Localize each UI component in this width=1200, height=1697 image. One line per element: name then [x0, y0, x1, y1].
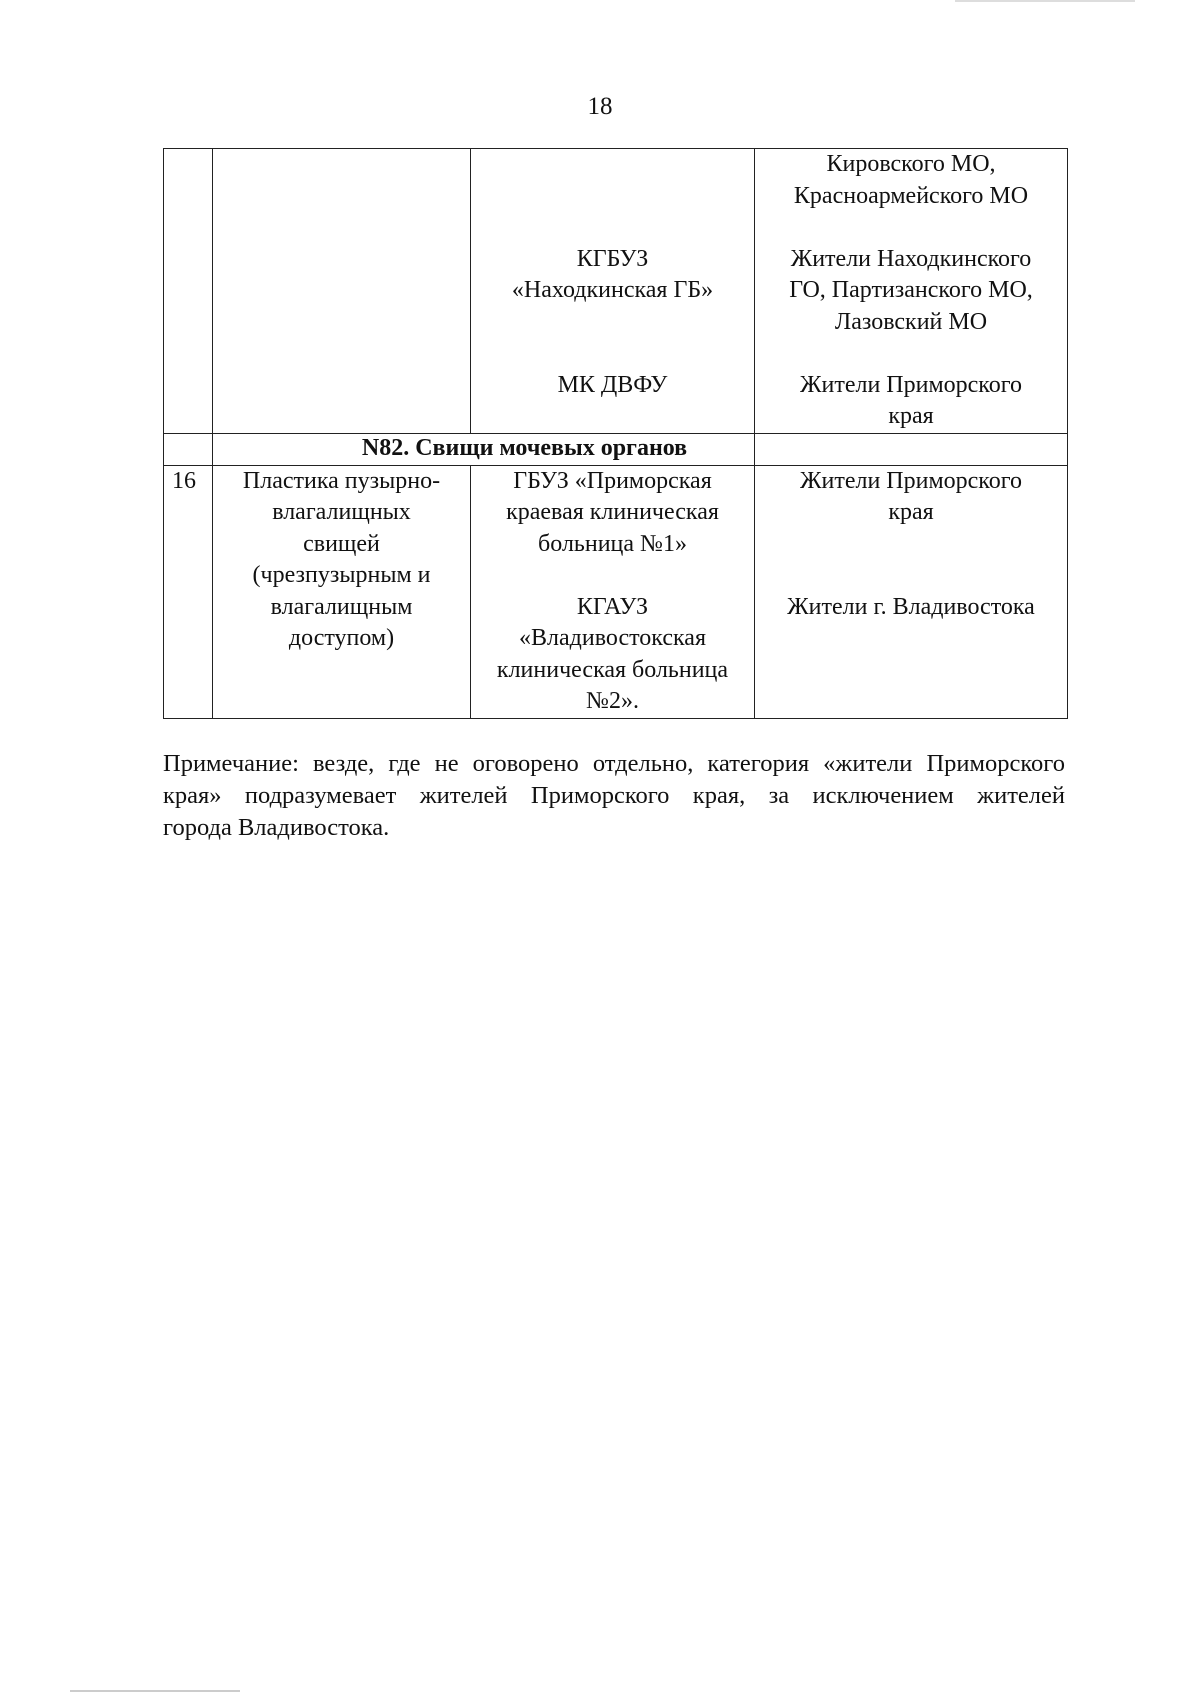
cell-line — [477, 181, 748, 213]
cell-line: доступом) — [288, 625, 395, 651]
cell-line: КГБУЗ — [576, 245, 649, 272]
table-row — [164, 465, 1068, 718]
footnote — [163, 748, 1065, 844]
cell-line — [477, 338, 748, 370]
cell-line: №2». — [586, 688, 639, 714]
cell-line: КГАУЗ — [576, 593, 649, 620]
cell-line — [477, 149, 748, 181]
num-cell — [164, 149, 213, 434]
section-row — [164, 433, 1068, 465]
cell-line: Лазовский МО — [834, 308, 988, 335]
cell-line: Пластика пузырно- — [242, 467, 441, 494]
table-row — [164, 149, 1068, 434]
note-line: края» подразумевает жителей Приморского края, за исключением жителей — [163, 782, 1065, 809]
residents-cell — [755, 433, 1068, 465]
scan-artifact-bottom — [70, 1690, 240, 1692]
cell-line: свищей — [303, 530, 380, 557]
cell-line: МК ДВФУ — [557, 371, 668, 398]
cell-line: «Находкинская ГБ» — [511, 277, 714, 303]
section-title: N82. Свищи мочевых органов — [213, 433, 755, 465]
procedure-cell — [213, 149, 471, 434]
cell-line — [761, 529, 1061, 561]
note-line: Примечание: везде, где не оговорено отдельно, категория «жители Приморского — [163, 750, 1065, 777]
scan-artifact-top — [955, 0, 1135, 2]
hospital-table — [163, 148, 1068, 719]
cell-line: (чрезпузырным и — [252, 562, 431, 588]
residents-cell — [755, 149, 1068, 434]
cell-line: Кировского МО, — [826, 151, 996, 177]
cell-line — [477, 560, 748, 592]
cell-line: Красноармейского МО — [793, 182, 1029, 209]
cell-line: края — [888, 403, 934, 429]
cell-line: ГБУЗ «Приморская — [513, 467, 712, 494]
procedure-cell — [213, 465, 471, 718]
cell-line: влагалищным — [270, 593, 413, 620]
cell-line: краевая клиническая — [506, 499, 719, 525]
num-cell — [164, 433, 213, 465]
cell-line: «Владивостокская — [519, 625, 706, 651]
cell-line: больница №1» — [538, 530, 687, 557]
cell-line — [761, 212, 1061, 244]
cell-line: влагалищных — [272, 499, 411, 525]
cell-line — [761, 560, 1061, 592]
note-line: города Владивостока. — [163, 814, 390, 841]
page-number: 18 — [587, 93, 613, 120]
cell-line: Жители Приморского — [799, 371, 1022, 398]
cell-line: Жители Приморского — [799, 467, 1022, 494]
cell-line: клиническая больница — [496, 656, 729, 683]
residents-cell — [755, 465, 1068, 718]
cell-line — [761, 338, 1061, 370]
cell-line — [477, 307, 748, 339]
organization-cell — [471, 465, 755, 718]
cell-line: Жители Находкинского — [790, 245, 1032, 272]
organization-cell — [471, 149, 755, 434]
cell-line: Жители г. Владивостока — [787, 593, 1035, 620]
row-number: 16 — [164, 465, 213, 718]
cell-line: края — [888, 499, 934, 525]
cell-line — [477, 212, 748, 244]
cell-line: ГО, Партизанского МО, — [789, 277, 1033, 303]
